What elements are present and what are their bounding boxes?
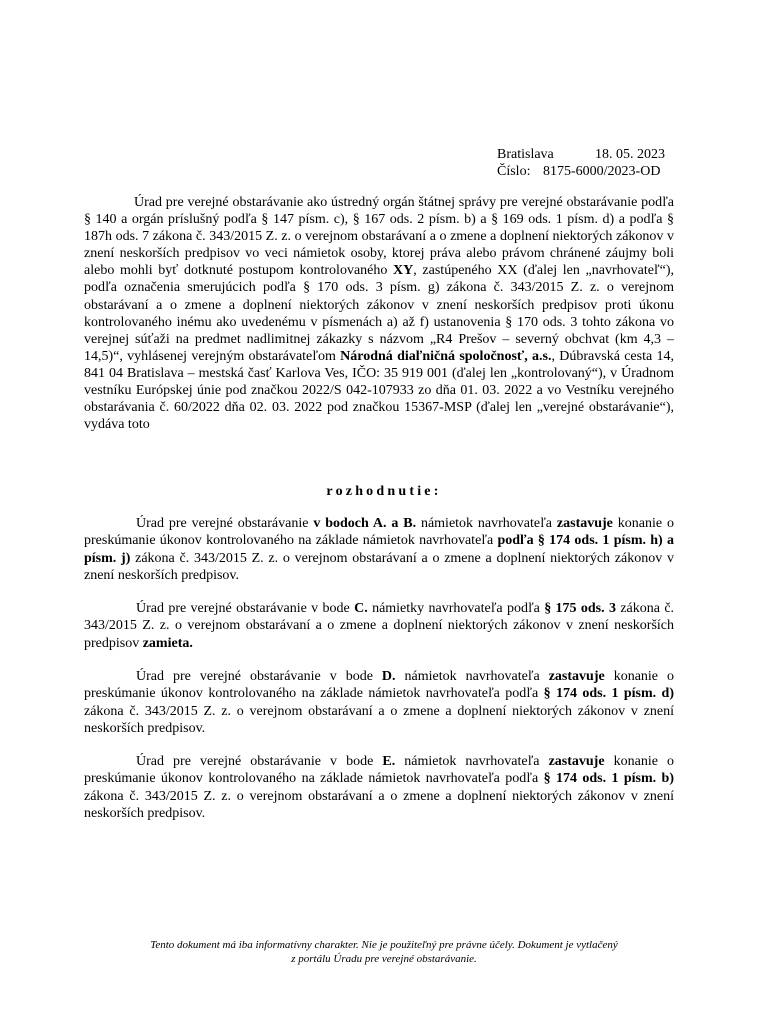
p3-seg: Úrad pre verejné obstarávanie v bode	[136, 669, 382, 684]
p1-seg: Úrad pre verejné obstarávanie	[136, 516, 314, 531]
p3-bold: D.	[381, 669, 396, 684]
p2-seg: zákona č. 343/2015 Z. z. o verejnom obstarávaní a o zmene a doplnení niektorých zákonov v znení neskorších predpisov	[84, 601, 675, 651]
p1-seg: zákona č. 343/2015 Z. z. o verejnom obstarávaní a o zmene a doplnení niektorých zákonov v znení neskorších predpisov.	[84, 550, 674, 584]
footer-disclaimer	[0, 938, 768, 966]
p1-bold: zastavuje	[556, 516, 613, 531]
reference-number: 8175-6000/2023-OD	[543, 164, 661, 179]
p2-bold: C.	[354, 601, 368, 616]
p4-seg: zákona č. 343/2015 Z. z. o verejnom obstarávaní a o zmene a doplnení niektorých zákonov v znení neskorších predpisov.	[84, 788, 674, 822]
decision-paragraph-3	[84, 668, 674, 738]
intro-text-2: , zastúpeného XX (ďalej len „navrhovateľ“), podľa označenia smerujúcich podľa § 170 ods. 3 písm. g) zákona č. 343/2015 Z. z. o verejnom obstarávaní a o zmene a doplnení niektorých zákonov v znení neskorších predpisov proti úkonu kontrolovaného inému ako uvedenému v písmenách a) až f) ustanovenia § 170 ods. 3 tohto zákona vo verejnej súťaži na predmet nadlimitnej zákazky s názvom „R4 Prešov – severný obchvat (km 4,3 – 14,5)“, vyhlásenej verejným obstarávateľom	[84, 263, 674, 364]
p1-seg: konanie o preskúmanie úkonov kontrolovaného na základe námietok navrhovateľa	[84, 516, 674, 549]
p2-bold: § 175 ods. 3	[544, 601, 616, 616]
p1-seg: námietok navrhovateľa	[416, 516, 557, 531]
p3-seg: zákona č. 343/2015 Z. z. o verejnom obstarávaní a o zmene a doplnení niektorých zákonov v znení neskorších predpisov.	[84, 703, 674, 737]
decision-paragraph-2	[84, 600, 674, 652]
intro-text-3: , Dúbravská cesta 14, 841 04 Bratislava – mestská časť Karlova Ves, IČO: 35 919 001 (ďalej len „kontrolovaný“), v Úradnom vestníku Európskej únie pod značkou 2022/S 042-107933 zo dňa 01. 03. 2022 a vo Vestníku verejného obstarávania č. 60/2022 dňa 02. 03. 2022 pod značkou 15367-MSP (ďalej len „verejné obstarávanie“), vydáva toto	[84, 348, 674, 433]
p3-bold: § 174 ods. 1 písm. d)	[543, 686, 674, 702]
p4-bold: § 174 ods. 1 písm. b)	[543, 771, 674, 787]
p2-seg: Úrad pre verejné obstarávanie v bode	[136, 601, 355, 616]
decision-paragraph-4	[84, 753, 674, 823]
reference-number-row	[497, 163, 665, 180]
decision-heading: rozhodnutie:	[326, 484, 442, 499]
p4-bold: zastavuje	[548, 754, 605, 769]
intro-bold-authority: Národná diaľničná spoločnosť, a.s.	[340, 348, 552, 364]
intro-paragraph	[84, 194, 674, 433]
footer-line-1: Tento dokument má iba informatívny charakter. Nie je použiteľný pre právne účely. Dokument je vytlačený	[150, 939, 618, 951]
p1-bold: v bodoch A. a B.	[313, 516, 417, 531]
date: 18. 05. 2023	[595, 147, 665, 162]
number-label: Číslo:	[497, 164, 531, 179]
p2-bold: zamieta.	[142, 635, 193, 651]
p2-seg: námietky navrhovateľa podľa	[367, 601, 545, 616]
place-date-row	[497, 146, 665, 163]
p1-bold: podľa § 174 ods. 1 písm. h) a písm. j)	[84, 533, 674, 566]
p4-bold: E.	[382, 754, 396, 769]
p3-seg: námietok navrhovateľa	[395, 669, 549, 684]
intro-text-1: Úrad pre verejné obstarávanie ako ústredný orgán štátnej správy pre verejné obstarávanie podľa § 140 a orgán príslušný podľa § 147 písm. c), § 167 ods. 2 písm. b) a § 169 ods. 1 písm. d) a podľa § 187h ods. 7 zákona č. 343/2015 Z. z. o verejnom obstarávaní a o zmene a doplnení niektorých zákonov v znení neskorších predpisov vo veci námietok osoby, ktorej práva alebo právom chránené záujmy boli alebo mohli byť dotknuté postupom kontrolovaného	[84, 195, 674, 279]
footer-line-2: z portálu Úradu pre verejné obstarávanie.	[291, 953, 477, 965]
p4-seg: Úrad pre verejné obstarávanie v bode	[136, 754, 383, 769]
p3-seg: konanie o preskúmanie úkonov kontrolovaného na základe námietok navrhovateľa podľa	[84, 669, 674, 702]
p4-seg: konanie o preskúmanie úkonov kontrolovaného na základe námietok navrhovateľa podľa	[84, 754, 674, 787]
document-header	[497, 146, 665, 180]
place: Bratislava	[497, 147, 554, 162]
p3-bold: zastavuje	[548, 669, 605, 684]
intro-bold-party: XY	[393, 263, 414, 279]
p4-seg: námietok navrhovateľa	[395, 754, 549, 769]
decision-paragraph-1	[84, 515, 674, 585]
